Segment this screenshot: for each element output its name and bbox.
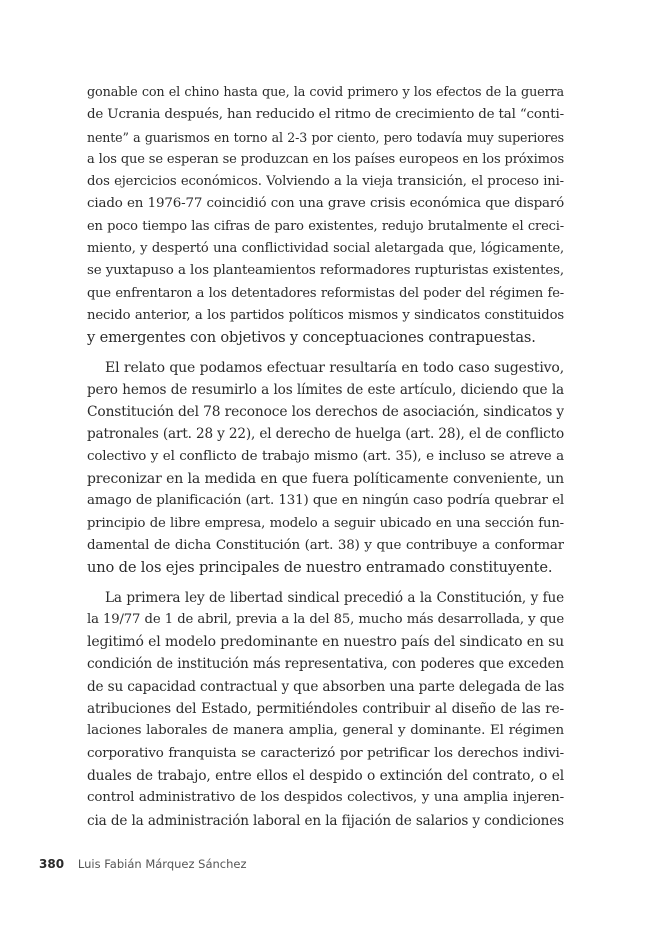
text-line: de su capacidad contractual y que absorben una parte delegada de las: [87, 678, 564, 695]
text-line: principio de libre empresa, modelo a seguir ubicado en una sección fun-: [87, 515, 564, 531]
text-line: ciado en 1976-77 coincidió con una grave crisis económica que disparó: [87, 196, 564, 212]
text-line: atribuciones del Estado, permitiéndoles contribuir al diseño de las re-: [87, 701, 564, 718]
text-line: cia de la administración laboral en la fijación de salarios y condiciones: [87, 812, 564, 829]
body-text: [87, 82, 564, 832]
text-line: de Ucrania después, han reducido el ritmo de crecimiento de tal “conti-: [87, 107, 564, 123]
text-line: nente” a guarismos en torno al 2-3 por ciento, pero todavía muy superiores: [87, 129, 564, 145]
text-line: necido anterior, a los partidos políticos mismos y sindicatos constituidos: [87, 307, 564, 323]
text-line: legitimó el modelo predominante en nuestro país del sindicato en su: [87, 634, 564, 651]
page-number: 380: [39, 857, 65, 871]
text-line: que enfrentaron a los detentadores reformistas del poder del régimen fe-: [87, 285, 564, 301]
text-line: y emergentes con objetivos y conceptuaciones contrapuestas.: [87, 329, 536, 347]
text-line: miento, y despertó una conflictividad social aletargada que, lógicamente,: [87, 241, 564, 257]
text-line: control administrativo de los despidos colectivos, y una amplia injeren-: [87, 790, 564, 806]
text-line: uno de los ejes principales de nuestro entramado constituyente.: [87, 559, 553, 577]
text-line: La primera ley de libertad sindical precedió a la Constitución, y fue: [105, 589, 564, 606]
text-line: dos ejercicios económicos. Volviendo a la vieja transición, el proceso ini-: [87, 174, 564, 190]
text-line: a los que se esperan se produzcan en los países europeos en los próximos: [87, 151, 564, 167]
text-line: preconizar en la medida en que fuera políticamente conveniente, un: [87, 471, 564, 488]
text-line: patronales (art. 28 y 22), el derecho de huelga (art. 28), el de conflicto: [87, 426, 564, 443]
text-line: Constitución del 78 reconoce los derechos de asociación, sindicatos y: [87, 404, 564, 421]
text-line: condición de institución más representativa, con poderes que exceden: [87, 656, 564, 673]
text-line: en poco tiempo las cifras de paro existentes, redujo brutalmente el creci-: [87, 218, 564, 234]
text-line: colectivo y el conflicto de trabajo mismo (art. 35), e incluso se atreve a: [87, 448, 564, 464]
text-line: gonable con el chino hasta que, la covid primero y los efectos de la guerra: [87, 85, 564, 100]
text-line: duales de trabajo, entre ellos el despido o extinción del contrato, o el: [87, 767, 564, 784]
paragraph-2: [87, 357, 564, 580]
paragraph-3: [87, 587, 564, 832]
text-line: pero hemos de resumirlo a los límites de este artículo, diciendo que la: [87, 381, 564, 398]
text-line: damental de dicha Constitución (art. 38) y que contribuye a conformar: [87, 537, 564, 553]
text-line: amago de planificación (art. 131) que en ningún caso podría quebrar el: [87, 493, 564, 509]
text-line: El relato que podamos efectuar resultaría en todo caso sugestivo,: [105, 359, 564, 376]
text-line: la 19/77 de 1 de abril, previa a la del 85, mucho más desarrollada, y que: [87, 611, 564, 627]
text-line: laciones laborales de manera amplia, general y dominante. El régimen: [87, 723, 564, 739]
paragraph-1: [87, 82, 564, 350]
text-line: se yuxtapuso a los planteamientos reformadores rupturistas existentes,: [87, 263, 564, 279]
text-line: corporativo franquista se caracterizó por petrificar los derechos indivi-: [87, 745, 564, 761]
page-footer: [39, 857, 247, 871]
running-footer-author: Luis Fabián Márquez Sánchez: [77, 857, 247, 871]
